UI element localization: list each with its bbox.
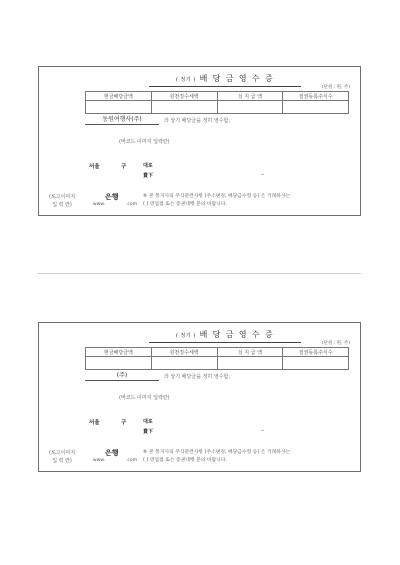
logo-placeholder: [49, 193, 75, 209]
receipt-top: [38, 66, 361, 216]
notice-text: [143, 449, 357, 465]
title-main: 배 당 금 영 수 증: [199, 330, 275, 339]
bank-name: 은행: [105, 193, 119, 201]
notice-mark: ※: [143, 450, 148, 455]
cell-net-payment: [217, 357, 283, 370]
logo-label: (로고이미지 입 력 란): [49, 194, 76, 208]
cell-pledged-shares: [283, 101, 349, 114]
logo-placeholder: [49, 449, 75, 465]
postal-dash: –: [261, 427, 264, 434]
honorific: 貴下: [143, 173, 154, 179]
col-net-payment: 실 지 급 액: [217, 348, 283, 357]
web-left: www.: [93, 202, 106, 207]
amount-table: [85, 91, 349, 114]
receipt-title: [149, 330, 301, 343]
bank-name: 은행: [105, 449, 119, 457]
barcode-placeholder: (바코드 이미지 입력란): [119, 395, 170, 401]
col-cash-dividend: 현금배당금액: [86, 348, 152, 357]
confirm-text: 의 상기 배당금을 정히 영수함.: [164, 374, 230, 380]
address-city: 서울: [89, 164, 100, 170]
payee-name: 동원여행사(주): [85, 115, 159, 125]
title-prefix: ( 정기 ): [175, 333, 196, 339]
receipt-bottom: [38, 322, 361, 472]
notice-line2: ( ) 영업점 또는 증권대행 문의 바랍니다.: [143, 458, 227, 463]
barcode-placeholder: (바코드 이미지 입력란): [119, 139, 170, 145]
notice-line2: ( ) 영업점 또는 증권대행 문의 바랍니다.: [143, 202, 227, 207]
web-right: .com: [125, 202, 137, 207]
payee-name: (주): [85, 371, 159, 381]
title-prefix: ( 정기 ): [175, 77, 196, 83]
unit-label: (단위 : 원, 주): [321, 85, 350, 90]
address-gu: 구: [121, 164, 127, 170]
confirm-text: 의 상기 배당금을 정히 영수함.: [164, 118, 230, 124]
col-withholding-tax: 원천징수세액: [151, 348, 217, 357]
cell-pledged-shares: [283, 357, 349, 370]
honorific: 貴下: [143, 429, 154, 435]
web-address: [93, 202, 137, 207]
address-gu: 구: [121, 420, 127, 426]
title-main: 배 당 금 영 수 증: [199, 74, 275, 83]
web-address: [93, 458, 137, 463]
postal-dash: –: [261, 171, 264, 178]
cell-cash-dividend: [86, 357, 152, 370]
web-left: www.: [93, 458, 106, 463]
address-city: 서울: [89, 420, 100, 426]
receipt-title: [149, 74, 301, 87]
logo-label: (로고이미지 입 력 란): [49, 450, 76, 464]
web-right: .com: [125, 458, 137, 463]
cell-cash-dividend: [86, 101, 152, 114]
representative-line: 대로: [143, 419, 153, 425]
notice-text: [143, 193, 357, 209]
notice-mark: ※: [143, 194, 148, 199]
amount-table: [85, 347, 349, 370]
col-pledged-shares: 질권등록주식수: [283, 348, 349, 357]
cell-net-payment: [217, 101, 283, 114]
notice-line1: 본 통지사의 주식관련사항 (주소변경, 배당금수령 등) 은 거래하시는: [149, 450, 291, 455]
notice-line1: 본 통지사의 주식관련사항 (주소변경, 배당금수령 등) 은 거래하시는: [149, 194, 291, 199]
col-net-payment: 실 지 급 액: [217, 92, 283, 101]
representative-line: 대로: [143, 163, 153, 169]
cell-withholding-tax: [151, 357, 217, 370]
unit-label: (단위 : 원, 주): [321, 341, 350, 346]
col-withholding-tax: 원천징수세액: [151, 92, 217, 101]
cell-withholding-tax: [151, 101, 217, 114]
col-pledged-shares: 질권등록주식수: [283, 92, 349, 101]
page-divider: [38, 273, 361, 274]
col-cash-dividend: 현금배당금액: [86, 92, 152, 101]
